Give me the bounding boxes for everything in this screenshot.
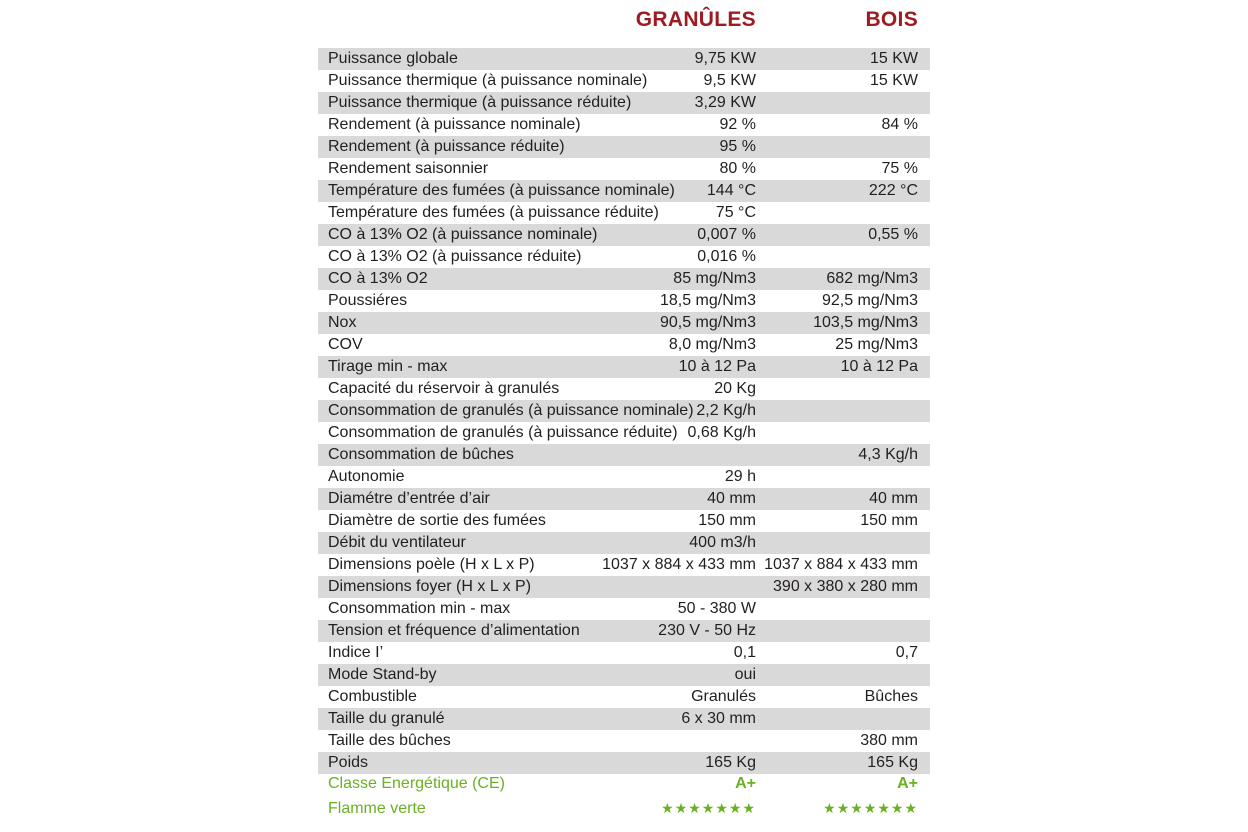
- column-header-granules: GRANÛLES: [635, 8, 756, 31]
- table-row: [318, 378, 930, 400]
- table-row: [318, 444, 930, 466]
- flame-stars-granules: ★★★★★★★: [661, 800, 756, 816]
- row-label: Autonomie: [328, 468, 405, 485]
- row-value-bois: 1037 x 884 x 433 mm: [764, 556, 918, 573]
- row-label: Combustible: [328, 688, 417, 705]
- row-value-granules: 150 mm: [698, 512, 756, 529]
- row-label: Consommation de bûches: [328, 446, 514, 463]
- row-value-bois: 4,3 Kg/h: [858, 446, 918, 463]
- table-row: [318, 246, 930, 268]
- table-row: [318, 158, 930, 180]
- row-label: Rendement (à puissance nominale): [328, 116, 581, 133]
- table-row: [318, 114, 930, 136]
- row-value-granules: 10 à 12 Pa: [678, 358, 756, 375]
- table-row: [318, 598, 930, 620]
- row-value-bois: Bûches: [864, 688, 918, 705]
- row-value-granules: 50 - 380 W: [677, 600, 756, 617]
- row-value-granules: 20 Kg: [714, 380, 756, 397]
- row-value-granules: 9,75 KW: [694, 50, 756, 67]
- row-label: Tirage min - max: [328, 358, 448, 375]
- row-value-granules: 18,5 mg/Nm3: [659, 292, 756, 309]
- table-row: [318, 92, 930, 114]
- row-value-bois: 84 %: [881, 116, 918, 133]
- row-value-granules: 0,007 %: [697, 226, 756, 243]
- row-label: Puissance thermique (à puissance réduite): [328, 94, 632, 111]
- row-value-bois: 0,7: [895, 644, 918, 661]
- table-row: [318, 576, 930, 598]
- table-row: [318, 510, 930, 532]
- row-value-granules: Granulés: [691, 688, 756, 705]
- energy-section: [318, 771, 930, 821]
- row-value-granules: 2,2 Kg/h: [696, 402, 756, 419]
- row-value-granules: 0,016 %: [697, 248, 756, 265]
- table-row: [318, 620, 930, 642]
- row-label: Puissance thermique (à puissance nominale): [328, 72, 648, 89]
- row-value-granules: 0,1: [733, 644, 756, 661]
- row-label: Diamètre de sortie des fumées: [328, 512, 546, 529]
- row-value-bois: 92,5 mg/Nm3: [821, 292, 918, 309]
- row-label: Capacité du réservoir à granulés: [328, 380, 560, 397]
- table-row: [318, 554, 930, 576]
- table-row: [318, 664, 930, 686]
- row-label: Taille des bûches: [328, 732, 451, 749]
- table-row: [318, 312, 930, 334]
- row-label: CO à 13% O2 (à puissance nominale): [328, 226, 598, 243]
- table-row: [318, 466, 930, 488]
- table-row: [318, 422, 930, 444]
- table-row: [318, 708, 930, 730]
- row-label: Débit du ventilateur: [328, 534, 466, 551]
- row-value-bois: 15 KW: [869, 72, 918, 89]
- energy-class-bois: A+: [897, 775, 918, 792]
- row-value-bois: 682 mg/Nm3: [826, 270, 918, 287]
- row-value-granules: 40 mm: [707, 490, 756, 507]
- table-row: [318, 730, 930, 752]
- row-value-bois: 222 °C: [868, 182, 918, 199]
- row-value-granules: 85 mg/Nm3: [673, 270, 756, 287]
- row-label: Rendement (à puissance réduite): [328, 138, 565, 155]
- row-value-bois: 390 x 380 x 280 mm: [773, 578, 918, 595]
- table-row: [318, 356, 930, 378]
- energy-class-row: [318, 771, 930, 796]
- spec-sheet: [318, 8, 930, 817]
- row-label: Taille du granulé: [328, 710, 445, 727]
- column-header-bois: BOIS: [865, 8, 918, 31]
- table-row: [318, 70, 930, 92]
- row-value-bois: 25 mg/Nm3: [835, 336, 918, 353]
- flame-label: Flamme verte: [328, 800, 426, 817]
- row-value-granules: 0,68 Kg/h: [687, 424, 756, 441]
- row-label: Température des fumées (à puissance nominale): [328, 182, 675, 199]
- energy-class-label: Classe Energétique (CE): [328, 775, 505, 792]
- table-row: [318, 642, 930, 664]
- table-row: [318, 268, 930, 290]
- row-value-bois: 380 mm: [860, 732, 918, 749]
- row-value-granules: 75 °C: [715, 204, 756, 221]
- row-label: CO à 13% O2 (à puissance réduite): [328, 248, 582, 265]
- row-label: Consommation de granulés (à puissance réduite): [328, 424, 678, 441]
- row-value-granules: 400 m3/h: [689, 534, 756, 551]
- row-label: Température des fumées (à puissance réduite): [328, 204, 659, 221]
- table-row: [318, 202, 930, 224]
- row-label: Dimensions poèle (H x L x P): [328, 556, 535, 573]
- table-row: [318, 532, 930, 554]
- row-label: COV: [328, 336, 363, 353]
- row-value-bois: 103,5 mg/Nm3: [813, 314, 918, 331]
- row-value-granules: oui: [734, 666, 756, 683]
- row-value-granules: 3,29 KW: [694, 94, 756, 111]
- row-label: Nox: [328, 314, 357, 331]
- row-value-granules: 29 h: [724, 468, 756, 485]
- row-label: Rendement saisonnier: [328, 160, 489, 177]
- table-row: [318, 48, 930, 70]
- row-value-granules: 6 x 30 mm: [681, 710, 756, 727]
- row-value-granules: 165 Kg: [705, 754, 756, 771]
- table-row: [318, 334, 930, 356]
- flame-stars-bois: ★★★★★★★: [823, 800, 918, 816]
- row-label: Tension et fréquence d’alimentation: [328, 622, 580, 639]
- row-label: Poids: [328, 754, 369, 771]
- row-value-bois: 165 Kg: [867, 754, 918, 771]
- table-row: [318, 400, 930, 422]
- table-row: [318, 224, 930, 246]
- row-value-granules: 95 %: [719, 138, 756, 155]
- row-label: Dimensions foyer (H x L x P): [328, 578, 532, 595]
- table-header: [318, 8, 930, 48]
- row-value-bois: 75 %: [881, 160, 918, 177]
- row-label: Poussiéres: [328, 292, 408, 309]
- row-value-granules: 92 %: [719, 116, 756, 133]
- row-label: Diamétre d’entrée d’air: [328, 490, 490, 507]
- row-value-bois: 15 KW: [869, 50, 918, 67]
- table-row: [318, 290, 930, 312]
- row-value-granules: 1037 x 884 x 433 mm: [602, 556, 756, 573]
- table-row: [318, 488, 930, 510]
- row-value-bois: 10 à 12 Pa: [840, 358, 918, 375]
- row-label: Indice I’: [328, 644, 384, 661]
- row-label: Puissance globale: [328, 50, 458, 67]
- table-row: [318, 136, 930, 158]
- row-value-granules: 90,5 mg/Nm3: [659, 314, 756, 331]
- row-label: Mode Stand-by: [328, 666, 437, 683]
- spec-table: [318, 48, 930, 774]
- energy-class-granules: A+: [735, 775, 756, 792]
- table-row: [318, 180, 930, 202]
- row-value-bois: 150 mm: [860, 512, 918, 529]
- row-label: CO à 13% O2: [328, 270, 428, 287]
- row-label: Consommation min - max: [328, 600, 511, 617]
- row-value-bois: 40 mm: [869, 490, 918, 507]
- row-label: Consommation de granulés (à puissance nominale): [328, 402, 694, 419]
- table-row: [318, 686, 930, 708]
- row-value-granules: 144 °C: [706, 182, 756, 199]
- row-value-granules: 80 %: [719, 160, 756, 177]
- row-value-granules: 8,0 mg/Nm3: [668, 336, 756, 353]
- row-value-granules: 9,5 KW: [703, 72, 756, 89]
- row-value-granules: 230 V - 50 Hz: [658, 622, 756, 639]
- flame-row: [318, 796, 930, 821]
- row-value-bois: 0,55 %: [868, 226, 918, 243]
